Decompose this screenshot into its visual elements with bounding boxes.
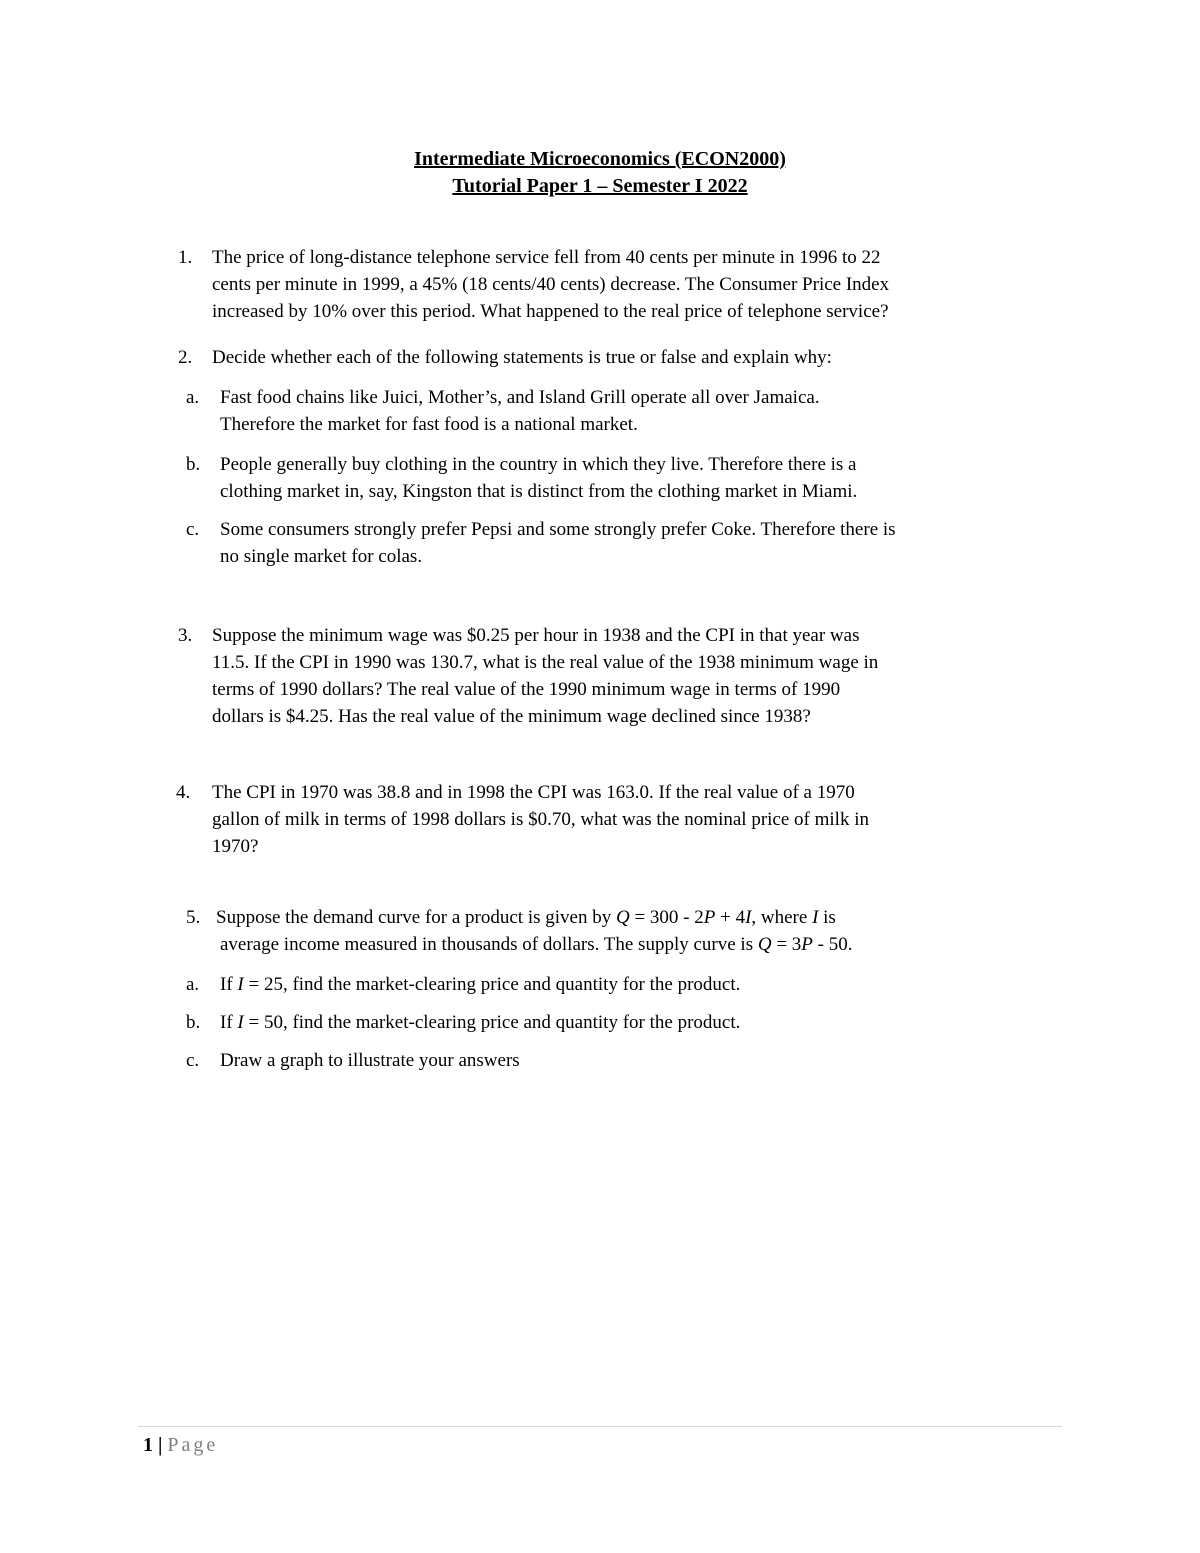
part-label: c.	[186, 1050, 200, 1071]
question-line: Suppose the demand curve for a product is given by Q = 300 - 2P + 4I, where I is	[216, 907, 836, 928]
question-line: Decide whether each of the following statements is true or false and explain why:	[212, 347, 832, 368]
question-line: increased by 10% over this period. What happened to the real price of telephone service?	[212, 301, 889, 322]
question-number: 5.	[186, 907, 201, 928]
page-word: Page	[167, 1434, 219, 1456]
footer-divider	[138, 1426, 1062, 1427]
question-number: 1.	[178, 247, 193, 268]
part-line: no single market for colas.	[220, 546, 423, 567]
part-line: Some consumers strongly prefer Pepsi and some strongly prefer Coke. Therefore there is	[220, 519, 896, 540]
question-number: 3.	[178, 625, 193, 646]
part-line: clothing market in, say, Kingston that is distinct from the clothing market in Miami.	[220, 481, 858, 502]
question-line: gallon of milk in terms of 1998 dollars is $0.70, what was the nominal price of milk in	[212, 809, 869, 830]
part-label: c.	[186, 519, 200, 540]
part-label: a.	[186, 974, 200, 995]
part-label: a.	[186, 387, 200, 408]
page-number: 1	[143, 1434, 153, 1456]
question-number: 4.	[176, 782, 191, 803]
part-line: Draw a graph to illustrate your answers	[220, 1050, 520, 1071]
question-line: cents per minute in 1999, a 45% (18 cents/40 cents) decrease. The Consumer Price Index	[212, 274, 890, 295]
question-line: The CPI in 1970 was 38.8 and in 1998 the CPI was 163.0. If the real value of a 1970	[212, 782, 855, 803]
question-line: average income measured in thousands of dollars. The supply curve is Q = 3P - 50.	[220, 934, 853, 955]
part-line: If I = 25, find the market-clearing price and quantity for the product.	[220, 974, 741, 995]
question-line: 1970?	[212, 836, 259, 857]
question-line: Suppose the minimum wage was $0.25 per hour in 1938 and the CPI in that year was	[212, 625, 860, 646]
part-line: Therefore the market for fast food is a national market.	[220, 414, 638, 435]
question-line: The price of long-distance telephone service fell from 40 cents per minute in 1996 to 22	[212, 247, 881, 268]
question-line: dollars is $4.25. Has the real value of the minimum wage declined since 1938?	[212, 706, 811, 727]
part-label: b.	[186, 1012, 201, 1033]
question-line: terms of 1990 dollars? The real value of the 1990 minimum wage in terms of 1990	[212, 679, 841, 700]
part-line: People generally buy clothing in the country in which they live. Therefore there is a	[220, 454, 857, 475]
tutorial-title: Tutorial Paper 1 – Semester I 2022	[452, 175, 748, 197]
part-line: If I = 50, find the market-clearing price and quantity for the product.	[220, 1012, 741, 1033]
part-label: b.	[186, 454, 201, 475]
course-title: Intermediate Microeconomics (ECON2000)	[414, 148, 786, 170]
page-footer	[143, 1432, 218, 1458]
part-line: Fast food chains like Juici, Mother’s, and Island Grill operate all over Jamaica.	[220, 387, 820, 408]
footer-separator: |	[158, 1434, 163, 1456]
question-number: 2.	[178, 347, 193, 368]
question-line: 11.5. If the CPI in 1990 was 130.7, what is the real value of the 1938 minimum wage in	[212, 652, 879, 673]
